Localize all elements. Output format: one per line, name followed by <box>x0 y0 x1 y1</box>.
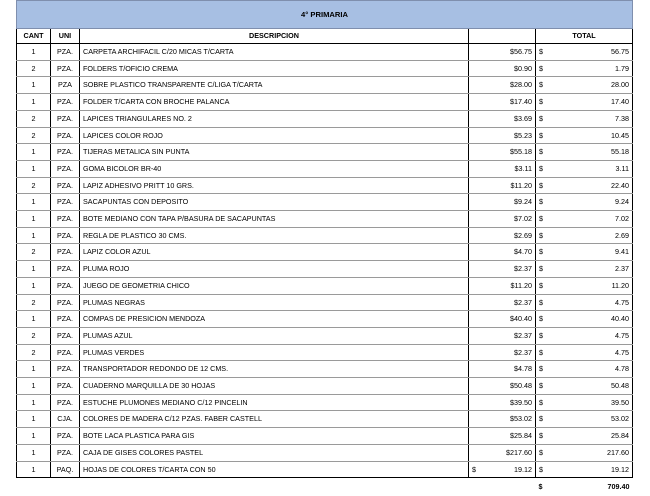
price-amount: $55.18 <box>510 147 532 157</box>
cell-cant: 1 <box>17 444 51 461</box>
cell-cant: 2 <box>17 177 51 194</box>
cell-total <box>536 127 633 144</box>
cell-price <box>469 344 536 361</box>
cell-total <box>536 177 633 194</box>
cell-cant: 1 <box>17 394 51 411</box>
cell-uni: PZA. <box>51 94 80 111</box>
table-row <box>17 211 633 228</box>
cell-price <box>469 44 536 61</box>
price-amount: $2.37 <box>514 264 532 274</box>
cell-uni: PZA. <box>51 261 80 278</box>
total-currency: $ <box>539 347 543 357</box>
total-currency: $ <box>539 147 543 157</box>
total-amount: 7.02 <box>615 214 630 224</box>
cell-price <box>469 177 536 194</box>
cell-cant: 2 <box>17 344 51 361</box>
table-row <box>17 44 633 61</box>
cell-cant: 2 <box>17 127 51 144</box>
price-amount: $17.40 <box>510 97 532 107</box>
price-amount: $40.40 <box>510 314 532 324</box>
price-amount: $11.20 <box>510 280 532 290</box>
total-currency: $ <box>539 314 543 324</box>
total-currency: $ <box>539 80 543 90</box>
cell-total <box>536 327 633 344</box>
table-row <box>17 394 633 411</box>
price-amount: $5.23 <box>514 130 532 140</box>
table-row <box>17 277 633 294</box>
table-row <box>17 194 633 211</box>
cell-total <box>536 428 633 445</box>
total-amount: 22.40 <box>611 180 630 190</box>
price-currency: $ <box>472 464 476 474</box>
cell-price <box>469 144 536 161</box>
price-list-sheet <box>16 0 632 496</box>
cell-uni: PZA. <box>51 444 80 461</box>
table-row <box>17 327 633 344</box>
total-amount: 39.50 <box>611 397 630 407</box>
total-amount: 19.12 <box>611 464 630 474</box>
table-row <box>17 177 633 194</box>
cell-descripcion: REGLA DE PLASTICO 30 CMS. <box>80 227 469 244</box>
price-amount: $2.37 <box>514 347 532 357</box>
cell-descripcion: TRANSPORTADOR REDONDO DE 12 CMS. <box>80 361 469 378</box>
cell-price <box>469 394 536 411</box>
total-amount: 217.60 <box>607 447 630 457</box>
total-currency: $ <box>539 397 543 407</box>
cell-total <box>536 344 633 361</box>
cell-uni: PZA. <box>51 294 80 311</box>
cell-price <box>469 94 536 111</box>
price-amount: $11.20 <box>510 180 532 190</box>
cell-total <box>536 394 633 411</box>
cell-cant: 1 <box>17 211 51 228</box>
price-amount: $3.69 <box>514 113 532 123</box>
cell-total <box>536 211 633 228</box>
cell-uni: PZA. <box>51 60 80 77</box>
total-amount: 11.20 <box>611 280 630 290</box>
cell-total <box>536 110 633 127</box>
total-amount: 9.41 <box>615 247 630 257</box>
total-currency: $ <box>539 464 543 474</box>
cell-price <box>469 227 536 244</box>
cell-cant: 2 <box>17 327 51 344</box>
cell-total <box>536 361 633 378</box>
cell-uni: CJA. <box>51 411 80 428</box>
cell-descripcion: HOJAS DE COLORES T/CARTA CON 50 <box>80 461 469 478</box>
header-uni: UNI <box>51 29 80 44</box>
cell-uni: PZA. <box>51 177 80 194</box>
cell-descripcion: ESTUCHE PLUMONES MEDIANO C/12 PINCELIN <box>80 394 469 411</box>
cell-price <box>469 211 536 228</box>
cell-price <box>469 461 536 478</box>
cell-descripcion: LAPIZ COLOR AZUL <box>80 244 469 261</box>
cell-cant: 1 <box>17 77 51 94</box>
cell-descripcion: GOMA BICOLOR BR-40 <box>80 160 469 177</box>
cell-total <box>536 60 633 77</box>
cell-price <box>469 277 536 294</box>
cell-price <box>469 361 536 378</box>
price-amount: $3.11 <box>514 163 532 173</box>
cell-cant: 1 <box>17 194 51 211</box>
cell-descripcion: PLUMAS AZUL <box>80 327 469 344</box>
price-amount: $50.48 <box>510 381 532 391</box>
cell-descripcion: TIJERAS METALICA SIN PUNTA <box>80 144 469 161</box>
cell-total <box>536 44 633 61</box>
grand-total-cell <box>536 478 633 496</box>
cell-price <box>469 327 536 344</box>
table-row <box>17 261 633 278</box>
cell-price <box>469 244 536 261</box>
cell-descripcion: CAJA DE GISES COLORES PASTEL <box>80 444 469 461</box>
cell-descripcion: BOTE MEDIANO CON TAPA P/BASURA DE SACAPUNTAS <box>80 211 469 228</box>
cell-descripcion: CARPETA ARCHIFACIL C/20 MICAS T/CARTA <box>80 44 469 61</box>
grand-total-row <box>17 478 633 496</box>
total-currency: $ <box>539 197 543 207</box>
cell-uni: PZA. <box>51 194 80 211</box>
total-amount: 25.84 <box>611 431 630 441</box>
total-currency: $ <box>539 447 543 457</box>
grand-total-currency: $ <box>538 482 543 492</box>
cell-descripcion: PLUMAS VERDES <box>80 344 469 361</box>
cell-descripcion: PLUMA ROJO <box>80 261 469 278</box>
price-amount: $4.78 <box>514 364 532 374</box>
total-amount: 50.48 <box>611 381 630 391</box>
cell-price <box>469 378 536 395</box>
total-currency: $ <box>539 330 543 340</box>
total-currency: $ <box>539 47 543 56</box>
price-amount: $25.84 <box>510 431 532 441</box>
cell-cant: 1 <box>17 411 51 428</box>
cell-cant: 2 <box>17 294 51 311</box>
cell-uni: PZA. <box>51 144 80 161</box>
cell-descripcion: CUADERNO MARQUILLA DE 30 HOJAS <box>80 378 469 395</box>
table-row <box>17 127 633 144</box>
table-row <box>17 94 633 111</box>
total-amount: 4.75 <box>615 297 630 307</box>
cell-cant: 1 <box>17 378 51 395</box>
cell-price <box>469 261 536 278</box>
cell-descripcion: SACAPUNTAS CON DEPOSITO <box>80 194 469 211</box>
table-row <box>17 60 633 77</box>
total-currency: $ <box>539 381 543 391</box>
cell-uni: PZA. <box>51 110 80 127</box>
total-currency: $ <box>539 247 543 257</box>
table-row <box>17 378 633 395</box>
table-row <box>17 461 633 478</box>
cell-total <box>536 378 633 395</box>
table-row <box>17 361 633 378</box>
cell-total <box>536 160 633 177</box>
total-currency: $ <box>539 414 543 424</box>
cell-uni: PZA. <box>51 227 80 244</box>
cell-cant: 1 <box>17 261 51 278</box>
table-row <box>17 311 633 328</box>
table-row <box>17 244 633 261</box>
cell-descripcion: FOLDERS T/OFICIO CREMA <box>80 60 469 77</box>
cell-cant: 1 <box>17 160 51 177</box>
table-row <box>17 144 633 161</box>
cell-uni: PZA. <box>51 311 80 328</box>
total-amount: 1.79 <box>615 63 630 73</box>
total-currency: $ <box>539 280 543 290</box>
cell-cant: 1 <box>17 311 51 328</box>
total-amount: 28.00 <box>611 80 630 90</box>
total-currency: $ <box>539 130 543 140</box>
price-amount: $2.37 <box>514 297 532 307</box>
cell-total <box>536 444 633 461</box>
table-row <box>17 110 633 127</box>
cell-uni: PZA. <box>51 211 80 228</box>
price-amount: $28.00 <box>510 80 532 90</box>
header-cant: CANT <box>17 29 51 44</box>
total-currency: $ <box>539 97 543 107</box>
cell-uni: PZA. <box>51 344 80 361</box>
cell-cant: 1 <box>17 277 51 294</box>
grand-total-amount: 709.40 <box>607 482 630 492</box>
total-amount: 53.02 <box>611 414 630 424</box>
price-amount: $53.02 <box>510 414 532 424</box>
cell-cant: 1 <box>17 144 51 161</box>
cell-uni: PZA. <box>51 327 80 344</box>
cell-price <box>469 110 536 127</box>
total-currency: $ <box>539 364 543 374</box>
cell-uni: PZA. <box>51 160 80 177</box>
price-amount: 19.12 <box>514 464 532 474</box>
total-currency: $ <box>539 180 543 190</box>
total-amount: 3.11 <box>615 163 630 173</box>
table-row <box>17 77 633 94</box>
cell-descripcion: BOTE LACA PLASTICA PARA GIS <box>80 428 469 445</box>
cell-price <box>469 127 536 144</box>
cell-total <box>536 94 633 111</box>
table-row <box>17 444 633 461</box>
total-currency: $ <box>539 230 543 240</box>
cell-cant: 1 <box>17 94 51 111</box>
header-price <box>469 29 536 44</box>
sheet-title: 4° PRIMARIA <box>17 1 633 29</box>
cell-total <box>536 77 633 94</box>
cell-price <box>469 60 536 77</box>
cell-cant: 1 <box>17 227 51 244</box>
cell-uni: PZA. <box>51 277 80 294</box>
cell-descripcion: COLORES DE MADERA C/12 PZAS. FABER CASTELL <box>80 411 469 428</box>
cell-uni: PZA. <box>51 394 80 411</box>
price-amount: $2.69 <box>514 230 532 240</box>
price-amount: $7.02 <box>514 214 532 224</box>
cell-price <box>469 194 536 211</box>
cell-total <box>536 244 633 261</box>
total-amount: 7.38 <box>615 113 630 123</box>
table-row <box>17 411 633 428</box>
cell-cant: 2 <box>17 110 51 127</box>
cell-total <box>536 194 633 211</box>
header-descripcion: DESCRIPCION <box>80 29 469 44</box>
total-amount: 55.18 <box>611 147 630 157</box>
cell-descripcion: LAPICES TRIANGULARES NO. 2 <box>80 110 469 127</box>
cell-cant: 1 <box>17 361 51 378</box>
cell-total <box>536 294 633 311</box>
table-row <box>17 227 633 244</box>
cell-cant: 1 <box>17 461 51 478</box>
cell-total <box>536 411 633 428</box>
table-row <box>17 428 633 445</box>
cell-descripcion: LAPIZ ADHESIVO PRITT 10 GRS. <box>80 177 469 194</box>
total-amount: 9.24 <box>615 197 630 207</box>
cell-uni: PZA. <box>51 428 80 445</box>
total-amount: 4.78 <box>615 364 630 374</box>
total-amount: 56.75 <box>611 47 630 56</box>
cell-descripcion: LAPICES COLOR ROJO <box>80 127 469 144</box>
cell-total <box>536 227 633 244</box>
cell-total <box>536 311 633 328</box>
cell-price <box>469 294 536 311</box>
cell-price <box>469 428 536 445</box>
table-row <box>17 294 633 311</box>
total-amount: 4.75 <box>615 330 630 340</box>
cell-descripcion: SOBRE PLASTICO TRANSPARENTE C/LIGA T/CARTA <box>80 77 469 94</box>
header-total: TOTAL <box>536 29 633 44</box>
price-amount: $9.24 <box>514 197 532 207</box>
price-amount: $2.37 <box>514 330 532 340</box>
table-row <box>17 160 633 177</box>
total-amount: 17.40 <box>611 97 630 107</box>
cell-cant: 2 <box>17 60 51 77</box>
cell-uni: PZA <box>51 77 80 94</box>
total-amount: 40.40 <box>611 314 630 324</box>
total-currency: $ <box>539 113 543 123</box>
title-row <box>17 1 633 29</box>
cell-total <box>536 261 633 278</box>
cell-price <box>469 444 536 461</box>
cell-cant: 1 <box>17 44 51 61</box>
cell-descripcion: PLUMAS NEGRAS <box>80 294 469 311</box>
table-row <box>17 344 633 361</box>
price-list-table <box>16 0 633 496</box>
cell-uni: PZA. <box>51 244 80 261</box>
cell-uni: PAQ. <box>51 461 80 478</box>
cell-descripcion: FOLDER T/CARTA CON BROCHE PALANCA <box>80 94 469 111</box>
total-currency: $ <box>539 431 543 441</box>
cell-price <box>469 77 536 94</box>
cell-total <box>536 461 633 478</box>
cell-price <box>469 411 536 428</box>
total-amount: 4.75 <box>615 347 630 357</box>
total-currency: $ <box>539 63 543 73</box>
cell-uni: PZA. <box>51 378 80 395</box>
cell-cant: 2 <box>17 244 51 261</box>
price-amount: $56.75 <box>510 47 532 56</box>
cell-uni: PZA. <box>51 44 80 61</box>
cell-total <box>536 144 633 161</box>
price-amount: $0.90 <box>514 63 532 73</box>
cell-descripcion: JUEGO DE GEOMETRIA CHICO <box>80 277 469 294</box>
price-amount: $4.70 <box>514 247 532 257</box>
cell-uni: PZA. <box>51 127 80 144</box>
total-currency: $ <box>539 163 543 173</box>
cell-descripcion: COMPAS DE PRESICION MENDOZA <box>80 311 469 328</box>
cell-price <box>469 160 536 177</box>
total-amount: 2.37 <box>615 264 630 274</box>
price-amount: $217.60 <box>506 447 532 457</box>
header-row <box>17 29 633 44</box>
cell-uni: PZA. <box>51 361 80 378</box>
price-amount: $39.50 <box>510 397 532 407</box>
cell-price <box>469 311 536 328</box>
total-currency: $ <box>539 214 543 224</box>
total-currency: $ <box>539 297 543 307</box>
total-currency: $ <box>539 264 543 274</box>
cell-cant: 1 <box>17 428 51 445</box>
total-amount: 10.45 <box>611 130 630 140</box>
cell-total <box>536 277 633 294</box>
total-amount: 2.69 <box>615 230 630 240</box>
